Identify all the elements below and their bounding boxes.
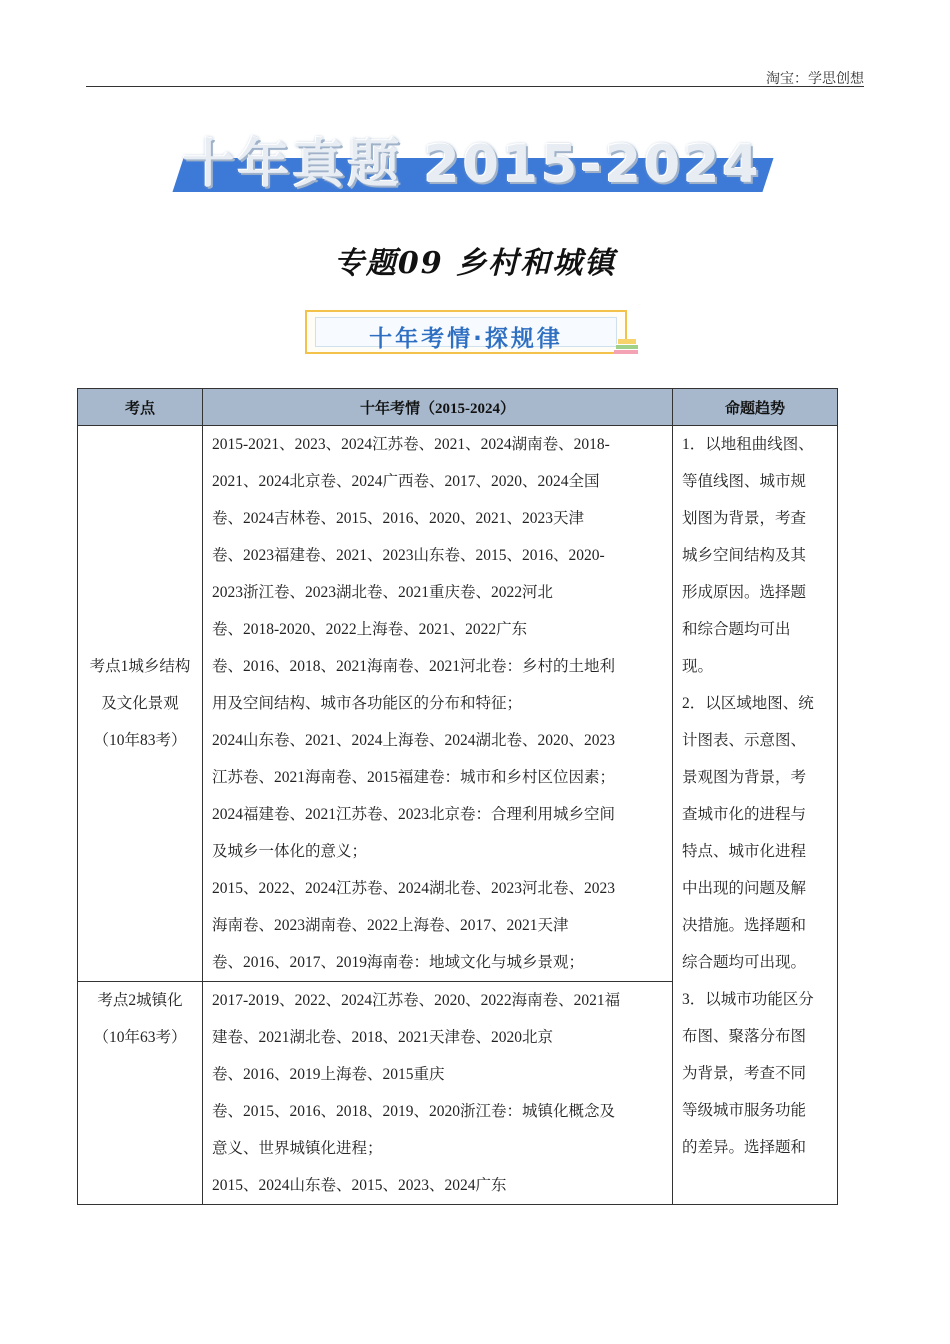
trend-line: 和综合题均可出 xyxy=(682,621,791,638)
trend-line: 等级城市服务功能 xyxy=(682,1102,807,1119)
exam-table xyxy=(77,388,838,1205)
header-topic: 考点 xyxy=(78,389,203,426)
history-line: 海南卷、2023湖南卷、2022上海卷、2017、2021天津 xyxy=(212,917,569,934)
trend-line: 形成原因。选择题 xyxy=(682,584,807,601)
history-line: 意义、世界城镇化进程； xyxy=(212,1140,383,1157)
trend-line: 为背景，考查不同 xyxy=(682,1065,807,1082)
history-line: 江苏卷、2021海南卷、2015福建卷：城市和乡村区位因素； xyxy=(212,769,616,786)
document-title: 专题09 乡村和城镇 xyxy=(333,246,617,281)
trend-line: 中出现的问题及解 xyxy=(682,880,807,897)
history-line: 及城乡一体化的意义； xyxy=(212,843,368,860)
trend-line: 景观图为背景，考 xyxy=(682,769,807,786)
history-line: 卷、2016、2018、2021海南卷、2021河北卷：乡村的土地利 xyxy=(212,658,616,675)
section-label-box xyxy=(305,310,627,354)
history-cell xyxy=(203,426,673,982)
header-history: 十年考情（2015-2024） xyxy=(203,389,673,426)
header-shop-label: 淘宝：学思创想 xyxy=(766,72,864,87)
trend-cell xyxy=(673,426,838,1205)
section-label-inner xyxy=(315,317,617,352)
history-cell xyxy=(203,982,673,1205)
trend-line: 现。 xyxy=(682,658,714,675)
history-line: 2024山东卷、2021、2024上海卷、2024湖北卷、2020、2023 xyxy=(212,732,616,749)
topic-cell xyxy=(78,426,203,982)
trend-line: 1．以地租曲线图、 xyxy=(682,436,814,453)
history-line: 2015、2024山东卷、2015、2023、2024广东 xyxy=(212,1177,507,1194)
trend-line: 划图为背景，考查 xyxy=(682,510,807,527)
history-line: 2015-2021、2023、2024江苏卷、2021、2024湖南卷、2018- xyxy=(212,436,610,453)
history-line: 用及空间结构、城市各功能区的分布和特征； xyxy=(212,695,523,712)
topic-name: 考点2城镇化 xyxy=(97,992,183,1009)
topic-cell xyxy=(78,982,203,1205)
trend-line: 城乡空间结构及其 xyxy=(682,547,807,564)
trend-line: 特点、城市化进程 xyxy=(682,843,807,860)
history-line: 卷、2024吉林卷、2015、2016、2020、2021、2023天津 xyxy=(212,510,585,527)
trend-line: 2．以区域地图、统 xyxy=(682,695,814,712)
history-line: 2017-2019、2022、2024江苏卷、2020、2022海南卷、2021福 xyxy=(212,992,621,1009)
trend-line: 3．以城市功能区分 xyxy=(682,991,814,1008)
table-row xyxy=(78,426,838,982)
trend-line: 查城市化的进程与 xyxy=(682,806,807,823)
trend-line: 综合题均可出现。 xyxy=(682,954,807,971)
history-line: 卷、2023福建卷、2021、2023山东卷、2015、2016、2020- xyxy=(212,547,605,564)
history-line: 2023浙江卷、2023湖北卷、2021重庆卷、2022河北 xyxy=(212,584,554,601)
topic-name: 考点1城乡结构及文化景观 xyxy=(89,658,191,712)
header-trend: 命题趋势 xyxy=(673,389,838,426)
history-line: 建卷、2021湖北卷、2018、2021天津卷、2020北京 xyxy=(212,1029,554,1046)
history-line: 卷、2016、2017、2019海南卷：地域文化与城乡景观； xyxy=(212,954,585,971)
title-banner xyxy=(172,118,772,202)
history-line: 卷、2015、2016、2018、2019、2020浙江卷：城镇化概念及 xyxy=(212,1103,616,1120)
history-line: 2015、2022、2024江苏卷、2024湖北卷、2023河北卷、2023 xyxy=(212,880,616,897)
books-icon xyxy=(612,336,642,356)
history-line: 卷、2016、2019上海卷、2015重庆 xyxy=(212,1066,445,1083)
section-label-text: 十年考情·探规律 xyxy=(369,326,563,352)
trend-line: 计图表、示意图、 xyxy=(682,732,807,749)
history-line: 2021、2024北京卷、2024广西卷、2017、2020、2024全国 xyxy=(212,473,600,490)
header-divider xyxy=(86,86,864,87)
history-line: 卷、2018-2020、2022上海卷、2021、2022广东 xyxy=(212,621,528,638)
trend-line: 布图、聚落分布图 xyxy=(682,1028,807,1045)
topic-count: （10年63考） xyxy=(93,1029,187,1046)
topic-count: （10年83考） xyxy=(93,732,187,749)
trend-line: 等值线图、城市规 xyxy=(682,473,807,490)
trend-line: 决措施。选择题和 xyxy=(682,917,807,934)
banner-text: 十年真题 2015-2024 xyxy=(182,135,762,195)
history-line: 2024福建卷、2021江苏卷、2023北京卷：合理利用城乡空间 xyxy=(212,806,616,823)
table-header-row xyxy=(78,389,838,426)
trend-line: 的差异。选择题和 xyxy=(682,1139,807,1156)
